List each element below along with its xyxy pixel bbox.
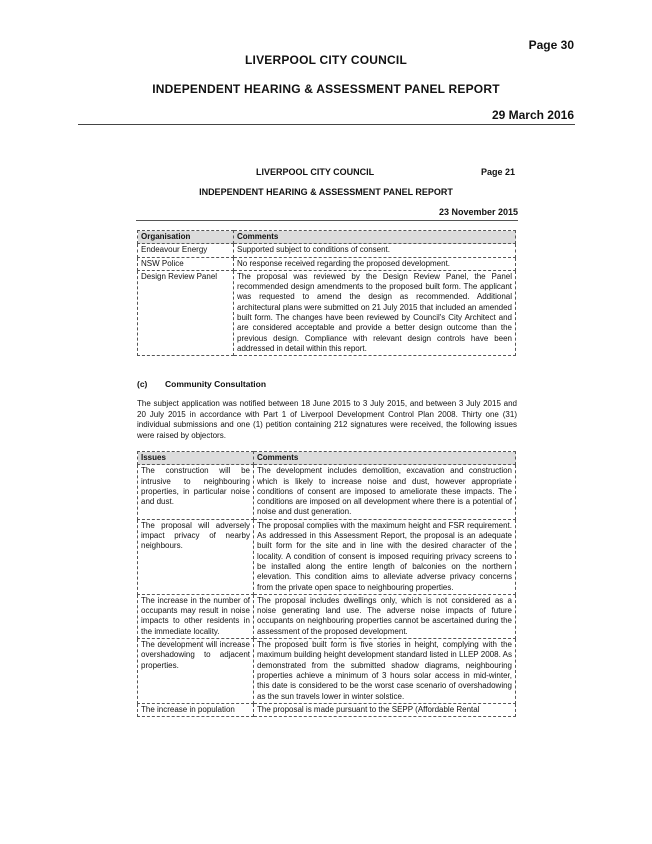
- outer-divider: [78, 124, 575, 125]
- consultation-paragraph: The subject application was notified between 18 June 2015 to 3 July 2015, and between 3 July 2015 and 20 July 2015 in accordance with Part 1 of Liverpool Development Control Plan 2008. Thirty one (31) individual submissions and one (1) petition containing 212 signatures were received, the following issues were raised by objectors.: [137, 399, 517, 440]
- column-header: Issues: [138, 452, 254, 465]
- issue-cell: The development will increase overshadowing to adjacent properties.: [138, 639, 254, 704]
- issue-cell: The proposal will adversely impact privacy of nearby neighbours.: [138, 519, 254, 594]
- inner-report-title: INDEPENDENT HEARING & ASSESSMENT PANEL REPORT: [199, 187, 453, 197]
- issue-cell: The increase in population: [138, 703, 254, 716]
- table-row: [138, 244, 516, 257]
- outer-report-date: 29 March 2016: [491, 108, 574, 122]
- inner-council-title: LIVERPOOL CITY COUNCIL: [256, 167, 375, 177]
- inner-page-number: Page 21: [481, 167, 516, 177]
- issues-table: [137, 451, 516, 717]
- organisation-cell: NSW Police: [138, 257, 234, 270]
- comment-cell: The proposal complies with the maximum height and FSR requirement. As addressed in this Assessment Report, the proposal is an adequate built form for the site and in line with the desired character of the locality. A condition of consent is imposed requiring privacy screens to be installed along the entire length of balconies on the northern elevation. This condition aims to alleviate adverse privacy concerns from the private open space to neighbouring properties.: [254, 519, 516, 594]
- table-row: [138, 639, 516, 704]
- comment-cell: The proposed built form is five stories in height, complying with the maximum building height development standard listed in LLEP 2008. As demonstrated from the submitted shadow diagrams, neighbouring properties achieve a minimum of 3 hours solar access in mid-winter, this date is considered to be the worst case scenario of overshadowing as the sun travels lower in winter solstice.: [254, 639, 516, 704]
- comment-cell: Supported subject to conditions of consent.: [234, 244, 516, 257]
- organisation-table: [137, 230, 516, 356]
- outer-page-number: Page 30: [528, 38, 574, 52]
- table-row: [138, 465, 516, 519]
- organisation-cell: Endeavour Energy: [138, 244, 234, 257]
- organisation-cell: Design Review Panel: [138, 270, 234, 355]
- issue-cell: The construction will be intrusive to neighbouring properties, in particular noise and dust.: [138, 465, 254, 519]
- outer-council-title: LIVERPOOL CITY COUNCIL: [245, 53, 407, 67]
- section-heading: Community Consultation: [165, 379, 267, 389]
- column-header: Comments: [254, 452, 516, 465]
- inner-report-date: 23 November 2015: [438, 207, 518, 217]
- comment-cell: No response received regarding the proposed development.: [234, 257, 516, 270]
- table-row: [138, 270, 516, 355]
- section-label: (c): [137, 379, 148, 389]
- outer-report-title: INDEPENDENT HEARING & ASSESSMENT PANEL REPORT: [152, 82, 500, 96]
- inner-divider: [136, 220, 518, 221]
- table-row: [138, 519, 516, 594]
- comment-cell: The proposal was reviewed by the Design Review Panel, the Panel recommended design amendments to the proposed built form. The applicant was requested to amend the design as recommended. Additional architectural plans were submitted on 21 July 2015 that included an amended built form. The changes have been reviewed by Council's City Architect and are considered acceptable and provide a better design outcome than the previous design. Compliance with relevant design controls have been addressed in detail within this report.: [234, 270, 516, 355]
- table-row: [138, 594, 516, 638]
- table-row: [138, 257, 516, 270]
- issue-cell: The increase in the number of occupants may result in noise impacts to other residents in the immediate locality.: [138, 594, 254, 638]
- table-header-row: [138, 231, 516, 244]
- comment-cell: The development includes demolition, excavation and construction which is likely to increase noise and dust, however appropriate conditions of consent are imposed to ameliorate these impacts. The conditions are imposed on all development where there is a potential of noise and dust generation.: [254, 465, 516, 519]
- comment-cell: The proposal includes dwellings only, which is not considered as a noise generating land use. The adverse noise impacts of future occupants on neighbouring properties cannot be ascertained during the assessment of the proposed development.: [254, 594, 516, 638]
- comment-cell: The proposal is made pursuant to the SEPP (Affordable Rental: [254, 703, 516, 716]
- table-row: [138, 703, 516, 716]
- column-header: Organisation: [138, 231, 234, 244]
- table-header-row: [138, 452, 516, 465]
- column-header: Comments: [234, 231, 516, 244]
